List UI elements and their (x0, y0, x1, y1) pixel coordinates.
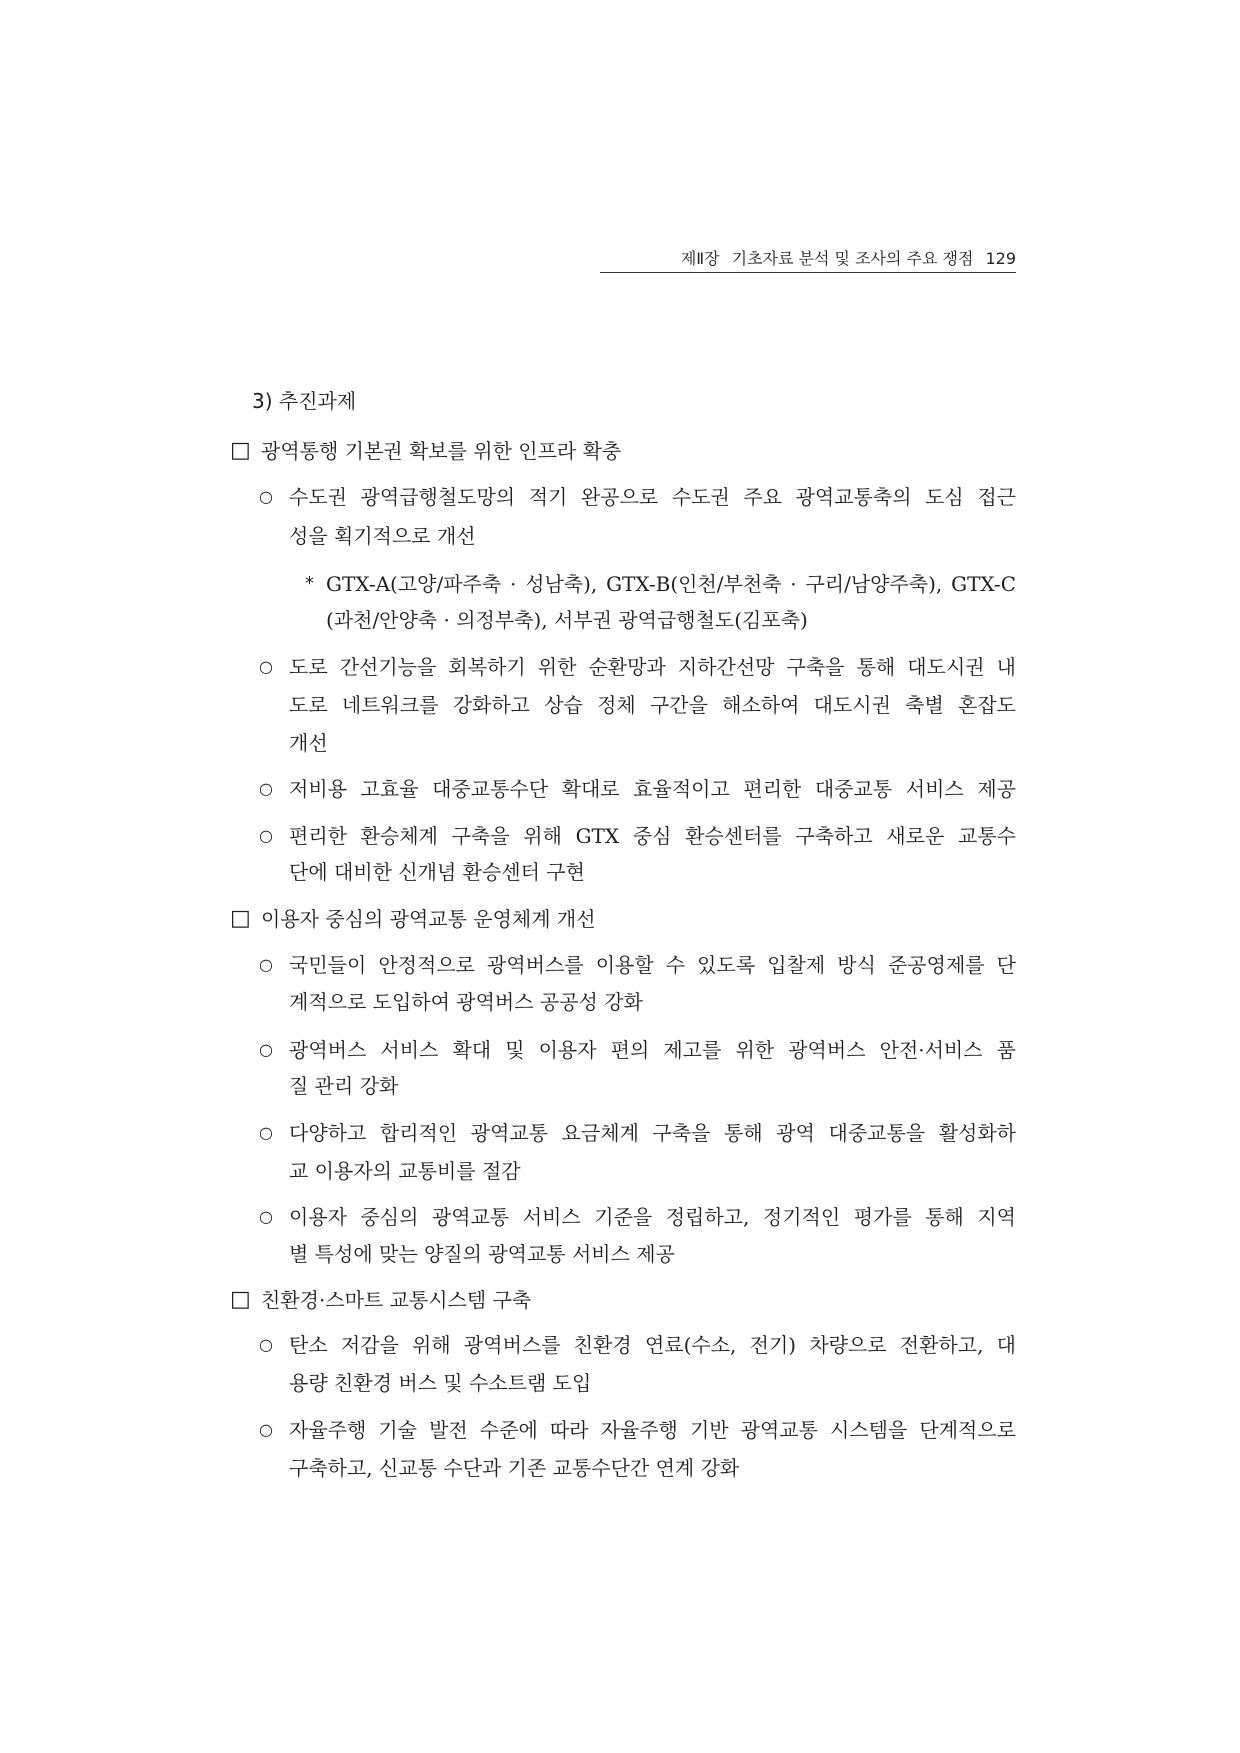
list-item-line: 편리한 환승체계 구축을 위해 GTX 중심 환승센터를 구축하고 새로운 교통수 (289, 824, 1016, 848)
circle-bullet-icon: ○ (259, 657, 273, 676)
group-heading: 친환경·스마트 교통시스템 구축 (261, 1288, 532, 1312)
list-item-line: 국민들이 안정적으로 광역버스를 이용할 수 있도록 입찰제 방식 준공영제를 단 (289, 953, 1016, 977)
list-item-line: 저비용 고효율 대중교통수단 확대로 효율적이고 편리한 대중교통 서비스 제공 (289, 777, 1016, 801)
list-item-line: 구축하고, 신교통 수단과 기존 교통수단간 연계 강화 (289, 1456, 740, 1480)
section-title: 3) 추진과제 (252, 389, 357, 413)
list-item-line: 교 이용자의 교통비를 절감 (289, 1159, 521, 1183)
list-item-line: 다양하고 합리적인 광역교통 요금체계 구축을 통해 광역 대중교통을 활성화하 (289, 1121, 1016, 1145)
asterisk-note-icon: * (305, 573, 314, 594)
chapter-label: 제Ⅱ장 (680, 249, 720, 268)
circle-bullet-icon: ○ (259, 1420, 273, 1439)
list-item-line: 이용자 중심의 광역교통 서비스 기준을 정립하고, 정기적인 평가를 통해 지역 (289, 1205, 1016, 1229)
list-item-line: 용량 친환경 버스 및 수소트램 도입 (289, 1371, 592, 1395)
circle-bullet-icon: ○ (259, 1207, 273, 1226)
group-heading: 광역통행 기본권 확보를 위한 인프라 확충 (261, 439, 622, 463)
list-item-line: 탄소 저감을 위해 광역버스를 친환경 연료(수소, 전기) 차량으로 전환하고, 대 (289, 1333, 1016, 1357)
list-item-line: 질 관리 강화 (289, 1074, 399, 1098)
list-item-line: 자율주행 기술 발전 수준에 따라 자율주행 기반 광역교통 시스템을 단계적으로 (289, 1418, 1016, 1442)
page-number: 129 (985, 249, 1016, 268)
chapter-title: 기초자료 분석 및 조사의 주요 쟁점 (731, 249, 974, 268)
list-item-line: 개선 (289, 731, 328, 755)
circle-bullet-icon: ○ (259, 1123, 273, 1142)
circle-bullet-icon: ○ (259, 826, 273, 845)
circle-bullet-icon: ○ (259, 955, 273, 974)
note-line: (과천/안양축 · 의정부축), 서부권 광역급행철도(김포축) (326, 608, 808, 632)
circle-bullet-icon: ○ (259, 1040, 273, 1059)
list-item-line: 도로 네트워크를 강화하고 상습 정체 구간을 해소하여 대도시권 축별 혼잡도 (289, 693, 1016, 717)
square-bullet-icon: □ (230, 438, 251, 463)
list-item-line: 단에 대비한 신개념 환승센터 구현 (289, 860, 585, 884)
list-item-line: 별 특성에 맞는 양질의 광역교통 서비스 제공 (289, 1242, 675, 1266)
list-item-line: 광역버스 서비스 확대 및 이용자 편의 제고를 위한 광역버스 안전·서비스 품 (289, 1038, 1016, 1062)
square-bullet-icon: □ (230, 1287, 251, 1312)
circle-bullet-icon: ○ (259, 487, 273, 506)
square-bullet-icon: □ (230, 906, 251, 931)
list-item-line: 수도권 광역급행철도망의 적기 완공으로 수도권 주요 광역교통축의 도심 접근 (289, 485, 1016, 509)
page-header (600, 248, 1016, 273)
list-item-line: 도로 간선기능을 회복하기 위한 순환망과 지하간선망 구축을 통해 대도시권 내 (289, 655, 1016, 679)
note-line: GTX-A(고양/파주축 · 성남축), GTX-B(인천/부천축 · 구리/남양주축), GTX-C (326, 572, 1016, 596)
list-item-line: 성을 획기적으로 개선 (289, 524, 476, 548)
circle-bullet-icon: ○ (259, 779, 273, 798)
circle-bullet-icon: ○ (259, 1335, 273, 1354)
list-item-line: 계적으로 도입하여 광역버스 공공성 강화 (289, 990, 643, 1014)
group-heading: 이용자 중심의 광역교통 운영체계 개선 (261, 907, 596, 931)
